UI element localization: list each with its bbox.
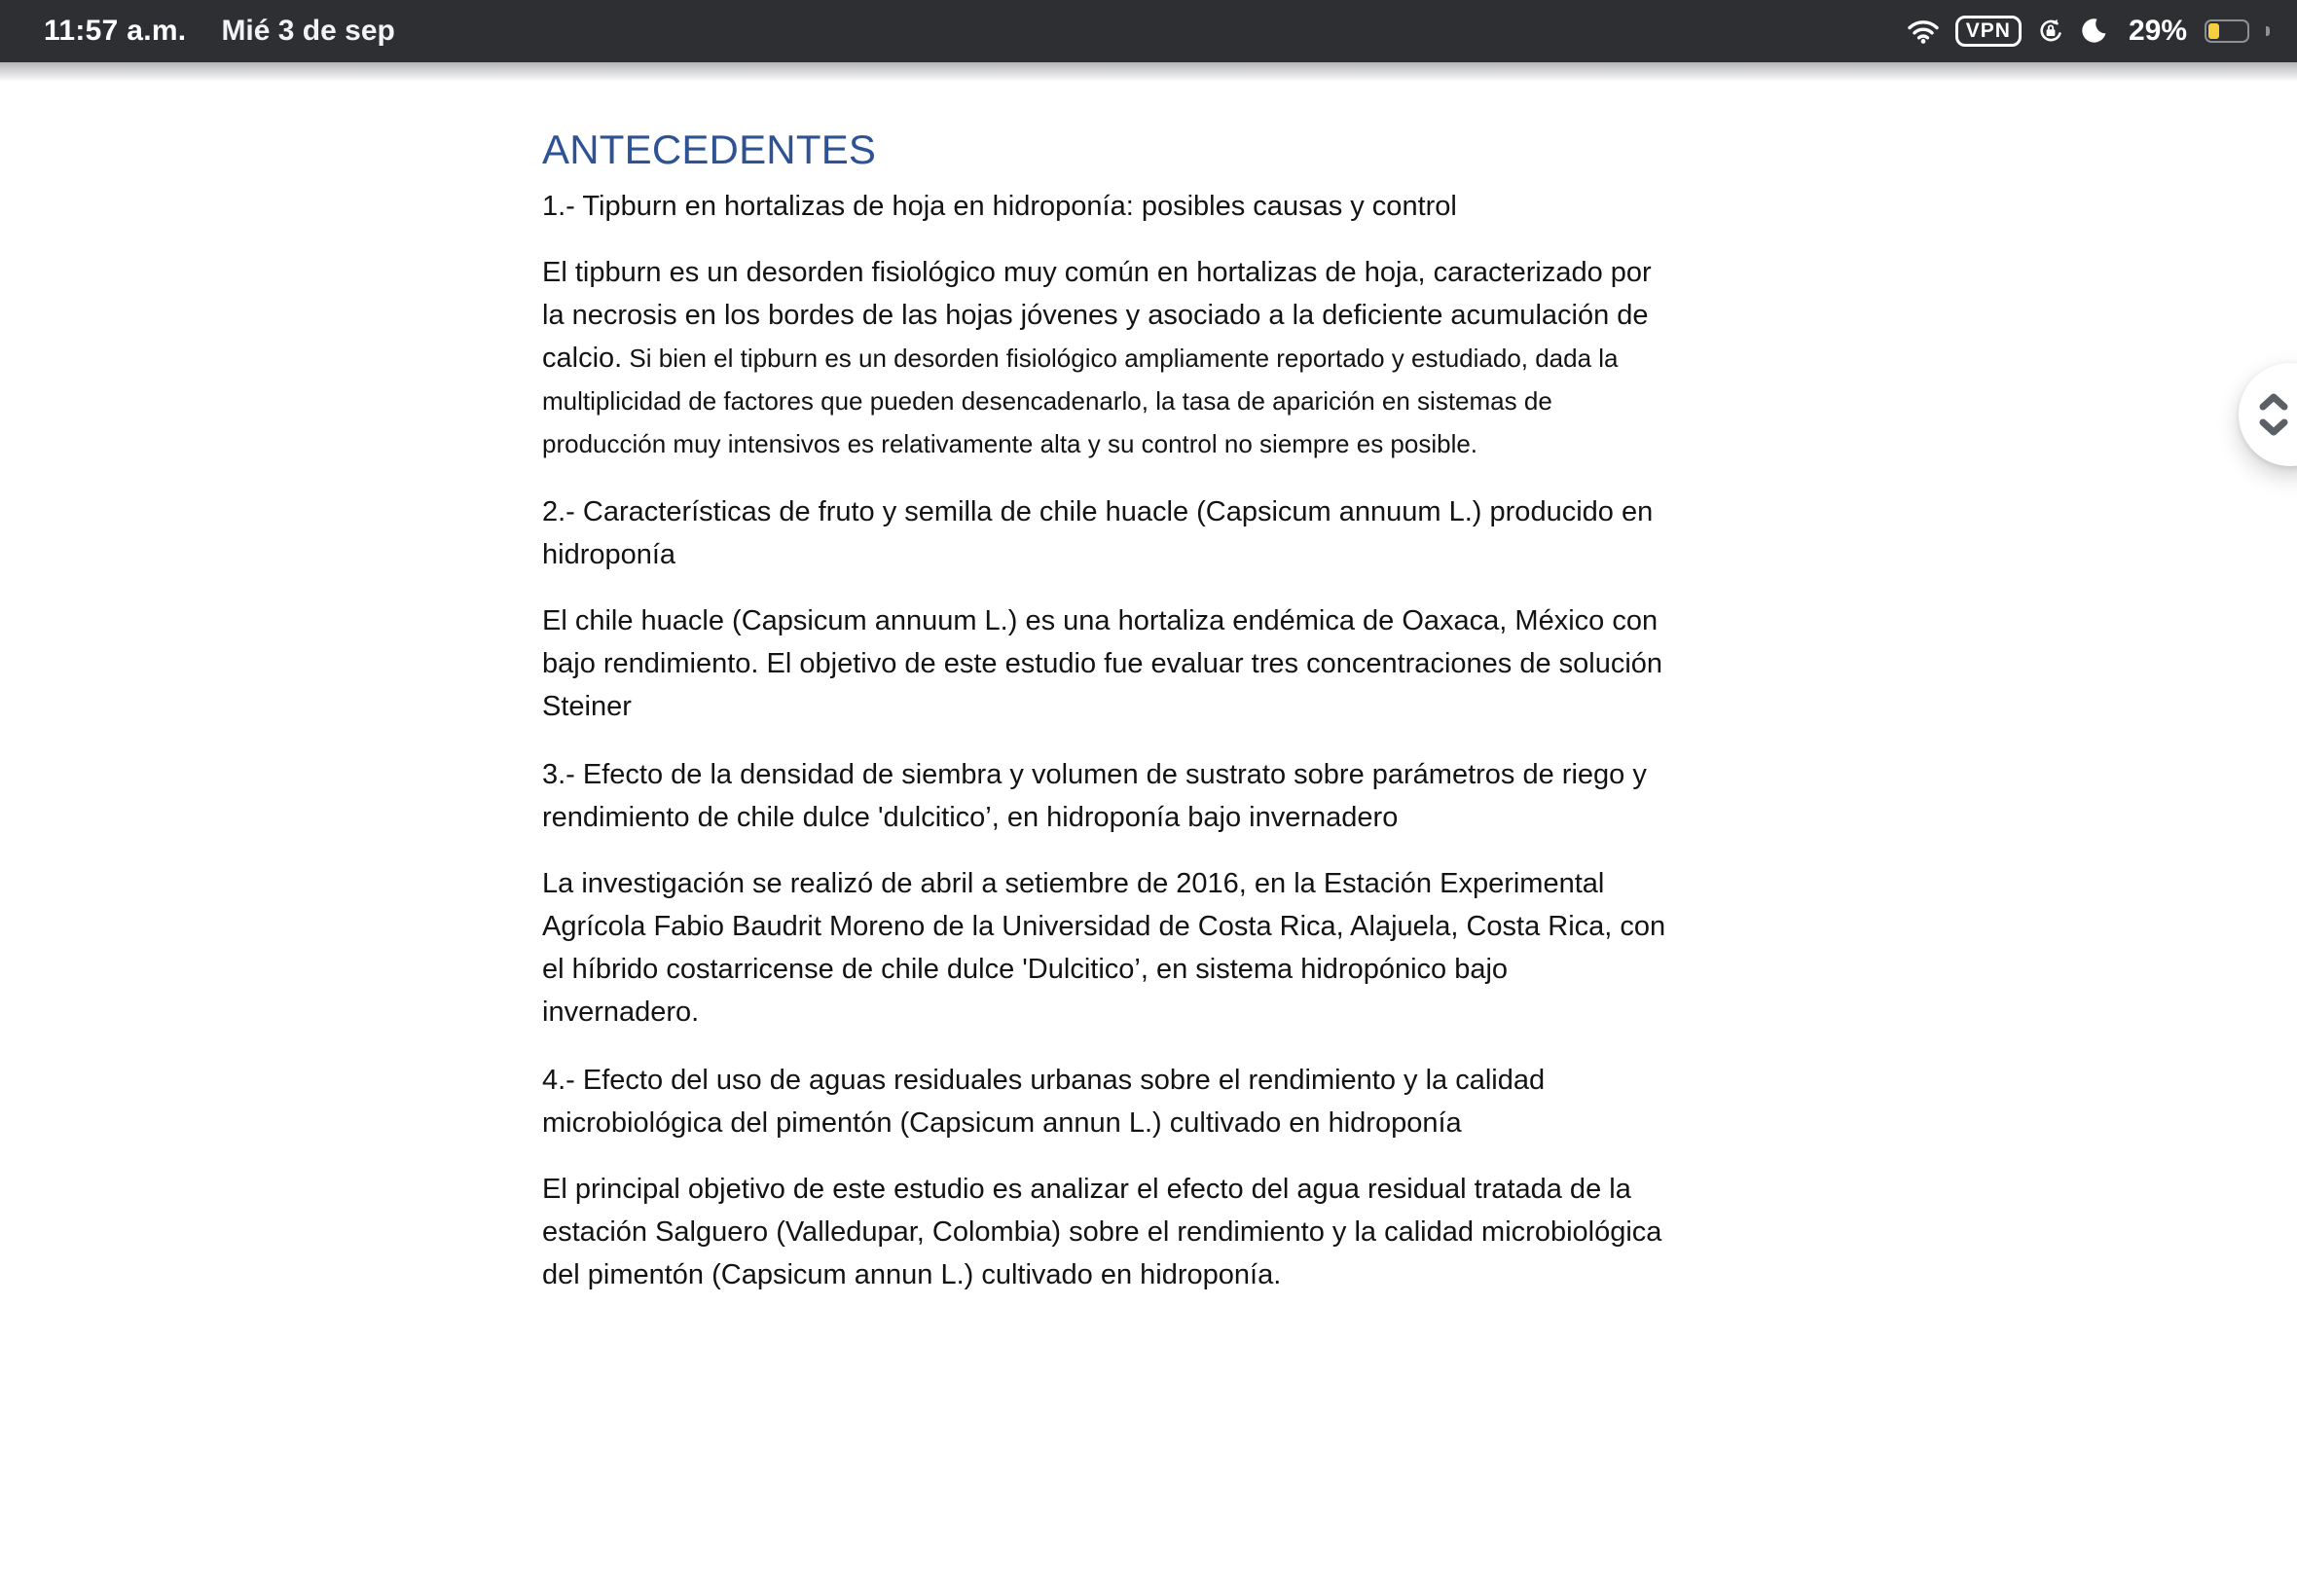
section-4-body: El principal objetivo de este estudio es analizar el efecto del agua residual tratada de la estación Salguero (Valledupar, Colombia) sobre el rendimiento y la calidad microbiológica del pimentón (Capsicum annun L.) cultivado en hidroponía. [542, 1174, 1662, 1291]
moon-icon [2080, 18, 2107, 45]
scroll-up-button[interactable] [2259, 392, 2288, 412]
battery-icon [2205, 19, 2249, 43]
section-3-title: 3.- Efecto de la densidad de siembra y volumen de sustrato sobre parámetros de riego y rendimiento de chile dulce 'dulcitico’, en hidroponía bajo invernadero [542, 759, 1647, 834]
section-2-body: El chile huacle (Capsicum annuum L.) es una hortaliza endémica de Oaxaca, México con bajo rendimiento. El objetivo de este estudio fue evaluar tres concentraciones de solución Steiner [542, 605, 1663, 723]
battery-percent: 29% [2128, 15, 2187, 47]
scroll-widget [2239, 363, 2297, 466]
clock: 11:57 a.m. [44, 15, 187, 47]
page-title: ANTECEDENTES [542, 127, 877, 172]
scroll-down-button[interactable] [2259, 417, 2288, 437]
chevron-up-icon [2259, 400, 2288, 415]
vpn-badge: VPN [1955, 16, 2022, 47]
status-bar [0, 0, 2297, 62]
status-bar-right [1907, 15, 2270, 48]
section-2-title: 2.- Características de fruto y semilla de chile huacle (Capsicum annuum L.) producido en hidroponía [542, 496, 1654, 571]
section-1-body-small: Si bien el tipburn es un desorden fisiológico ampliamente reportado y estudiado, dada la multiplicidad de factores que pueden desencadenarlo, la tasa de aparición en sistemas de producción muy intensivos es relativamente alta y su control no siempre es posible. [542, 344, 1619, 459]
section-1-body [542, 251, 1666, 465]
status-bar-left [44, 15, 395, 48]
section-1-body-large: El tipburn es un desorden fisiológico muy común en hortalizas de hoja, caracterizado por la necrosis en los bordes de las hojas jóvenes y asociado a la deficiente acumulación de calcio. [542, 257, 1652, 375]
chevron-down-icon [2259, 425, 2288, 440]
section-3-body: La investigación se realizó de abril a setiembre de 2016, en la Estación Experimental Agrícola Fabio Baudrit Moreno de la Universidad de Costa Rica, Alajuela, Costa Rica, con el híbrido costarricense de chile dulce 'Dulcitico’, en sistema hidropónico bajo invernadero. [542, 868, 1666, 1029]
wifi-icon [1907, 18, 1940, 44]
battery-fill [2208, 23, 2219, 39]
date: Mié 3 de sep [221, 15, 395, 47]
section-1-title: 1.- Tipburn en hortalizas de hoja en hidroponía: posibles causas y control [542, 191, 1457, 223]
battery-nub [2266, 26, 2270, 36]
rotation-lock-icon [2037, 18, 2064, 45]
document-page [542, 62, 1666, 1322]
section-4-title: 4.- Efecto del uso de aguas residuales urbanas sobre el rendimiento y la calidad microbiológica del pimentón (Capsicum annun L.) cultivado en hidroponía [542, 1065, 1546, 1140]
